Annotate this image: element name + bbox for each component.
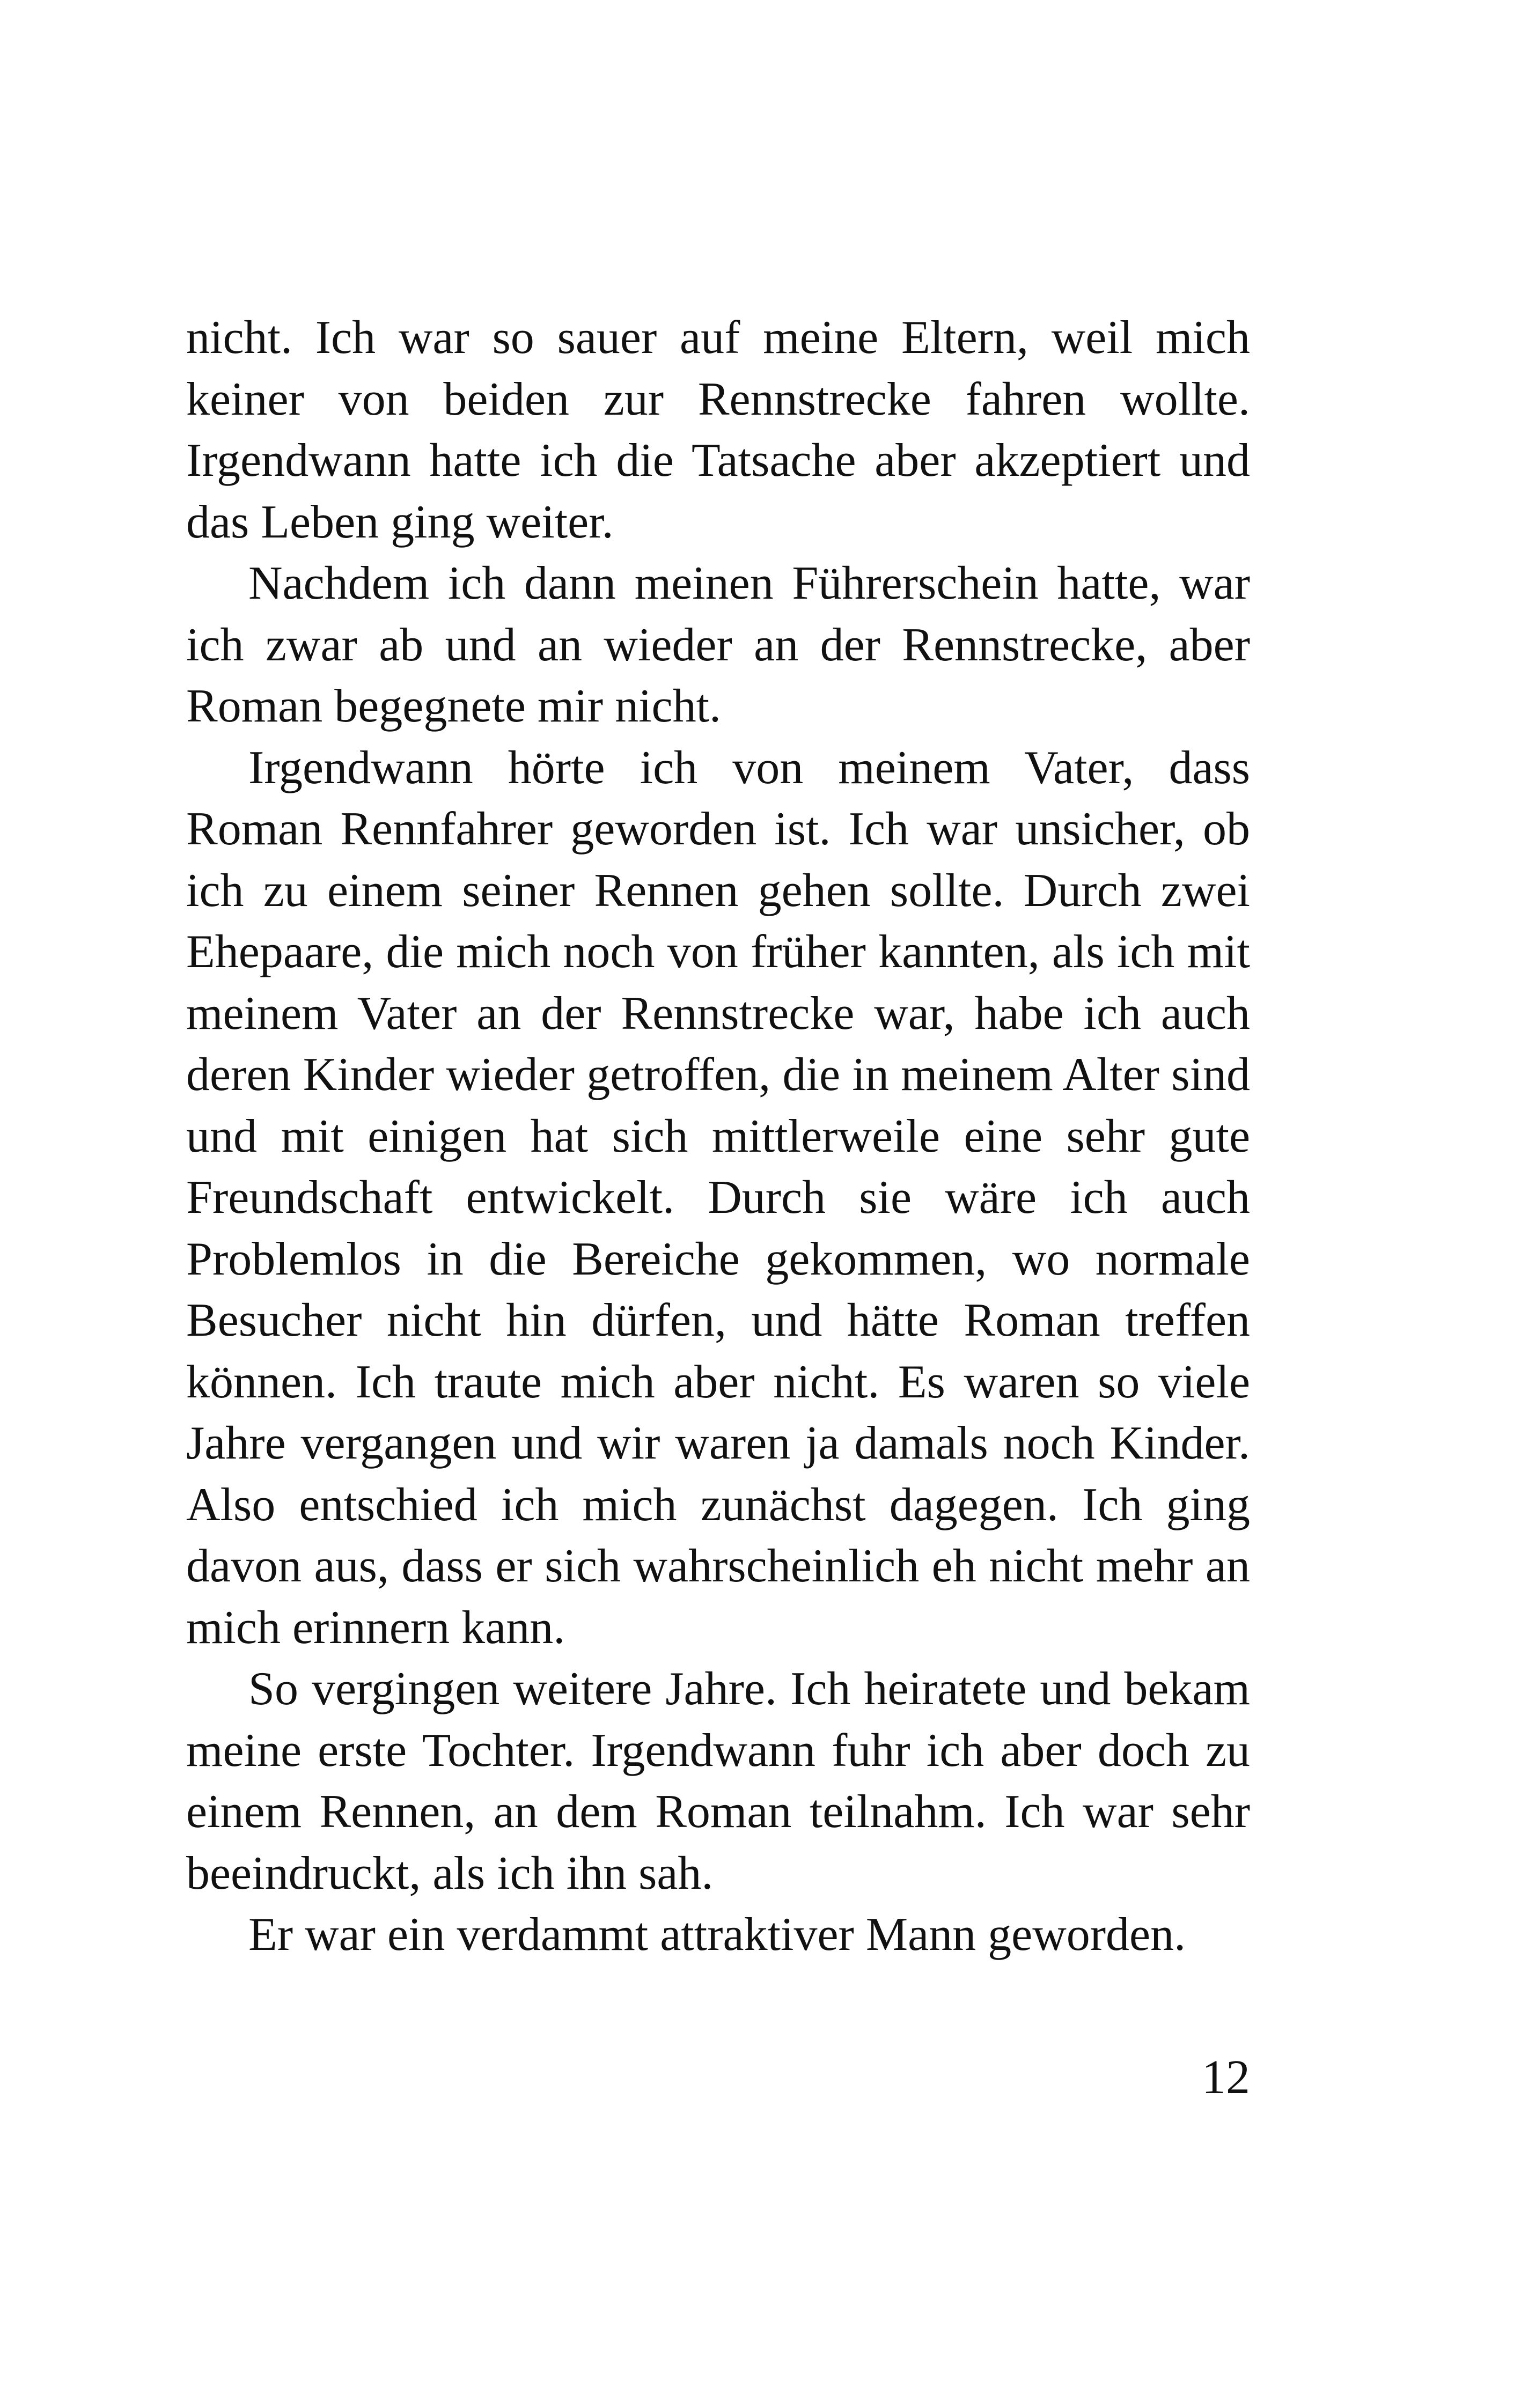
paragraph: Nachdem ich dann meinen Führerschein hatte, war ich zwar ab und an wieder an der Rennstrecke, aber Roman begegnete mir nicht. bbox=[186, 557, 1250, 732]
paragraph: Er war ein verdammt attraktiver Mann geworden. bbox=[248, 1909, 1186, 1961]
paragraph-continuation: nicht. Ich war so sauer auf meine Eltern, weil mich keiner von beiden zur Rennstrecke fahren wollte. Irgendwann hatte ich die Tatsache aber akzeptiert und das Leben ging weiter. bbox=[186, 312, 1250, 548]
paragraph: Irgendwann hörte ich von meinem Vater, dass Roman Rennfahrer geworden ist. Ich war unsicher, ob ich zu einem seiner Rennen gehen sollte. Durch zwei Ehepaare, die mich noch von früher kannten, als ich mit meinem Vater an der Rennstrecke war, habe ich auch deren Kinder wieder getroffen, die in meinem Alter sind und mit einigen hat sich mittlerweile eine sehr gute Freundschaft entwickelt. Durch sie wäre ich auch Problemlos in die Bereiche gekommen, wo normale Besucher nicht hin dürfen, und hätte Roman treffen können. Ich traute mich aber nicht. Es waren so viele Jahre vergangen und wir waren ja damals noch Kinder. Also entschied ich mich zunächst dagegen. Ich ging davon aus, dass er sich wahrscheinlich eh nicht mehr an mich erinnern kann. bbox=[186, 741, 1250, 1654]
paragraph: So vergingen weitere Jahre. Ich heiratete und bekam meine erste Tochter. Irgendwann fuhr ich aber doch zu einem Rennen, an dem Roman teilnahm. Ich war sehr beeindruckt, als ich ihn sah. bbox=[186, 1663, 1250, 1899]
body-text bbox=[186, 307, 1250, 1966]
page-number: 12 bbox=[1202, 2051, 1250, 2104]
